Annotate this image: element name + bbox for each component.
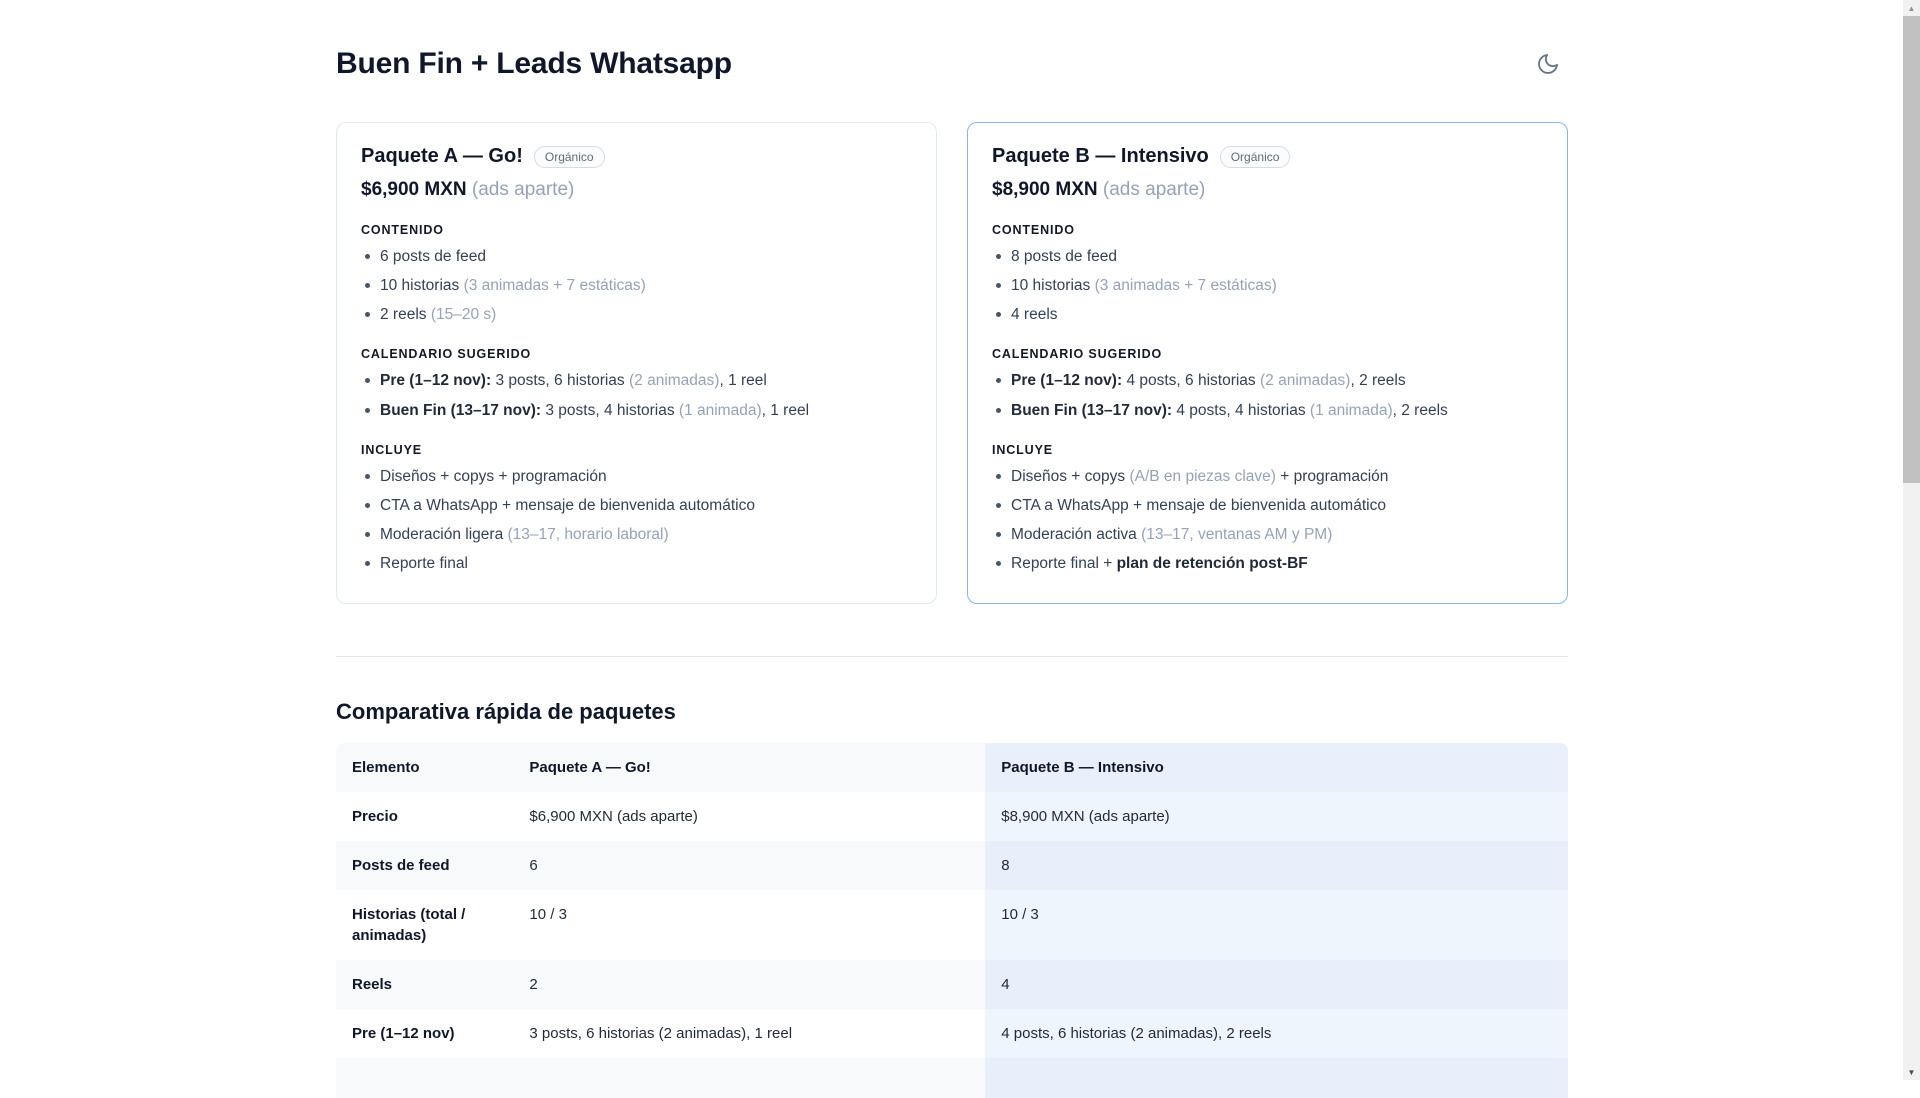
text-segment: (A/B en piezas clave) <box>1129 467 1276 485</box>
page-content <box>336 0 1568 1098</box>
price-amount: $8,900 MXN <box>992 179 1098 200</box>
table-cell: Reels <box>336 960 513 1009</box>
comparison-table <box>336 743 1568 1098</box>
page-header <box>336 44 1568 84</box>
card-paquete-b <box>967 122 1568 604</box>
list-item <box>992 467 1543 487</box>
table-cell: 6 <box>513 841 985 890</box>
text-segment: CTA a WhatsApp + mensaje de bienvenida automático <box>1011 496 1386 514</box>
text-segment: 4 posts, 4 historias <box>1172 401 1310 419</box>
section-divider <box>336 656 1568 657</box>
table-row <box>336 792 1568 841</box>
page-title: Buen Fin + Leads Whatsapp <box>336 47 732 80</box>
scrollbar-thumb[interactable] <box>1903 16 1920 483</box>
list-item <box>361 496 912 516</box>
table-row <box>336 841 1568 890</box>
table-header-row <box>336 743 1568 792</box>
scroll-up-button[interactable]: ▲ <box>1907 3 1916 13</box>
organic-badge: Orgánico <box>1220 146 1291 168</box>
list-item <box>361 247 912 267</box>
text-segment: (2 animadas) <box>628 372 720 390</box>
moon-icon <box>1536 52 1560 76</box>
text-segment: , 2 reels <box>1350 372 1406 390</box>
text-segment: 2 reels <box>380 306 431 324</box>
text-segment: (13–17, ventanas AM y PM) <box>1141 525 1333 543</box>
bullet-list <box>361 371 912 420</box>
list-item <box>361 554 912 574</box>
table-cell: 3 posts, 6 historias (2 animadas), 1 reel <box>529 1025 793 1043</box>
list-item <box>361 371 912 391</box>
section-label: CALENDARIO SUGERIDO <box>992 347 1163 362</box>
text-segment: Reporte final + <box>1011 555 1117 573</box>
text-segment: (2 animadas) <box>1259 372 1351 390</box>
section-label: CONTENIDO <box>992 223 1075 237</box>
text-segment: (1 animada) <box>678 401 762 419</box>
section-label: CONTENIDO <box>361 223 444 237</box>
list-item <box>361 276 912 296</box>
list-item <box>992 525 1543 545</box>
table-row <box>336 1058 1568 1098</box>
table-cell: 2 <box>513 960 985 1009</box>
theme-toggle-button[interactable] <box>1528 44 1568 84</box>
text-segment: 6 posts de feed <box>380 248 486 265</box>
bullet-list <box>361 467 912 575</box>
text-segment: CTA a WhatsApp + mensaje de bienvenida automático <box>380 496 755 514</box>
list-item <box>992 371 1543 391</box>
list-item <box>992 276 1543 296</box>
table-cell: Posts de feed <box>336 841 513 890</box>
text-segment: Moderación ligera <box>380 525 508 543</box>
list-item <box>992 305 1543 325</box>
price-amount: $6,900 MXN <box>361 179 467 200</box>
table-cell: 8 <box>985 841 1568 890</box>
text-segment: (3 animadas + 7 estáticas) <box>1094 277 1277 295</box>
card-title: Paquete A — Go! <box>361 145 523 167</box>
bullet-list <box>361 247 912 325</box>
price-note: (ads aparte) <box>471 179 575 200</box>
section-label: INCLUYE <box>992 442 1053 457</box>
text-segment: (13–17, horario laboral) <box>507 525 669 543</box>
table-cell: 4 <box>985 960 1568 1009</box>
text-segment: Buen Fin (13–17 nov): <box>1011 401 1173 419</box>
column-header: Paquete B — Intensivo <box>985 743 1568 792</box>
text-segment: Moderación activa <box>1011 525 1142 543</box>
text-segment: Pre (1–12 nov): <box>1011 372 1123 390</box>
text-segment: 3 posts, 6 historias <box>491 372 629 390</box>
column-header: Paquete A — Go! <box>513 743 985 792</box>
bullet-list <box>992 467 1543 575</box>
table-cell: 10 / 3 <box>529 906 567 924</box>
bullet-list <box>992 247 1543 325</box>
card-title: Paquete B — Intensivo <box>992 145 1209 167</box>
text-segment: Diseños + copys + programación <box>380 467 607 485</box>
table-row <box>336 890 1568 960</box>
list-item <box>992 247 1543 267</box>
card-header <box>992 145 1543 168</box>
text-segment: , 1 reel <box>761 401 810 419</box>
text-segment: Reporte final <box>380 555 468 573</box>
section-label: CALENDARIO SUGERIDO <box>361 347 532 362</box>
table-cell: $8,900 MXN (ads aparte) <box>985 792 1568 841</box>
table-cell <box>985 1058 1568 1098</box>
text-segment: , 2 reels <box>1392 401 1448 419</box>
table-cell: 4 posts, 6 historias (2 animadas), 2 reels <box>985 1009 1568 1058</box>
table-cell <box>336 1058 513 1098</box>
table-cell: 10 / 3 <box>985 890 1568 960</box>
text-segment: Buen Fin (13–17 nov): <box>380 401 542 419</box>
card-paquete-a <box>336 122 937 604</box>
section-label: INCLUYE <box>361 442 422 457</box>
card-header <box>361 145 912 168</box>
list-item <box>361 305 912 325</box>
text-segment: 8 posts de feed <box>1011 248 1117 265</box>
list-item <box>992 496 1543 516</box>
text-segment: 4 posts, 6 historias <box>1122 372 1260 390</box>
table-cell: Precio <box>352 808 398 826</box>
table-cell: Pre (1–12 nov) <box>352 1025 455 1043</box>
organic-badge: Orgánico <box>534 146 605 168</box>
list-item <box>361 401 912 421</box>
text-segment: , 1 reel <box>719 372 767 390</box>
text-segment: plan de retención post-BF <box>1116 555 1308 573</box>
card-price <box>361 179 912 201</box>
comparison-title: Comparativa rápida de paquetes <box>336 699 676 725</box>
table-cell: Historias (total / animadas) <box>352 906 466 945</box>
table-cell <box>513 1058 985 1098</box>
text-segment: 10 historias <box>380 277 464 295</box>
list-item <box>361 525 912 545</box>
scroll-down-button[interactable]: ▼ <box>1907 1067 1916 1077</box>
text-segment: Diseños + copys <box>1011 467 1130 485</box>
bullet-list <box>992 371 1543 420</box>
table-cell: $6,900 MXN (ads aparte) <box>529 808 698 826</box>
text-segment: 3 posts, 4 historias <box>541 401 679 419</box>
table-row <box>336 960 1568 1009</box>
list-item <box>992 554 1543 574</box>
price-note: (ads aparte) <box>1102 179 1206 200</box>
text-segment: + programación <box>1275 467 1389 485</box>
card-price <box>992 179 1543 201</box>
list-item <box>361 467 912 487</box>
text-segment: Pre (1–12 nov): <box>380 372 492 390</box>
package-cards <box>336 122 1568 604</box>
text-segment: (1 animada) <box>1309 401 1393 419</box>
text-segment: (3 animadas + 7 estáticas) <box>463 277 646 295</box>
list-item <box>992 401 1543 421</box>
column-header: Elemento <box>336 743 513 792</box>
text-segment: (15–20 s) <box>430 306 497 324</box>
text-segment: 4 reels <box>1011 306 1058 324</box>
text-segment: 10 historias <box>1011 277 1095 295</box>
browser-scrollbar[interactable] <box>1903 0 1920 1080</box>
table-row <box>336 1009 1568 1058</box>
